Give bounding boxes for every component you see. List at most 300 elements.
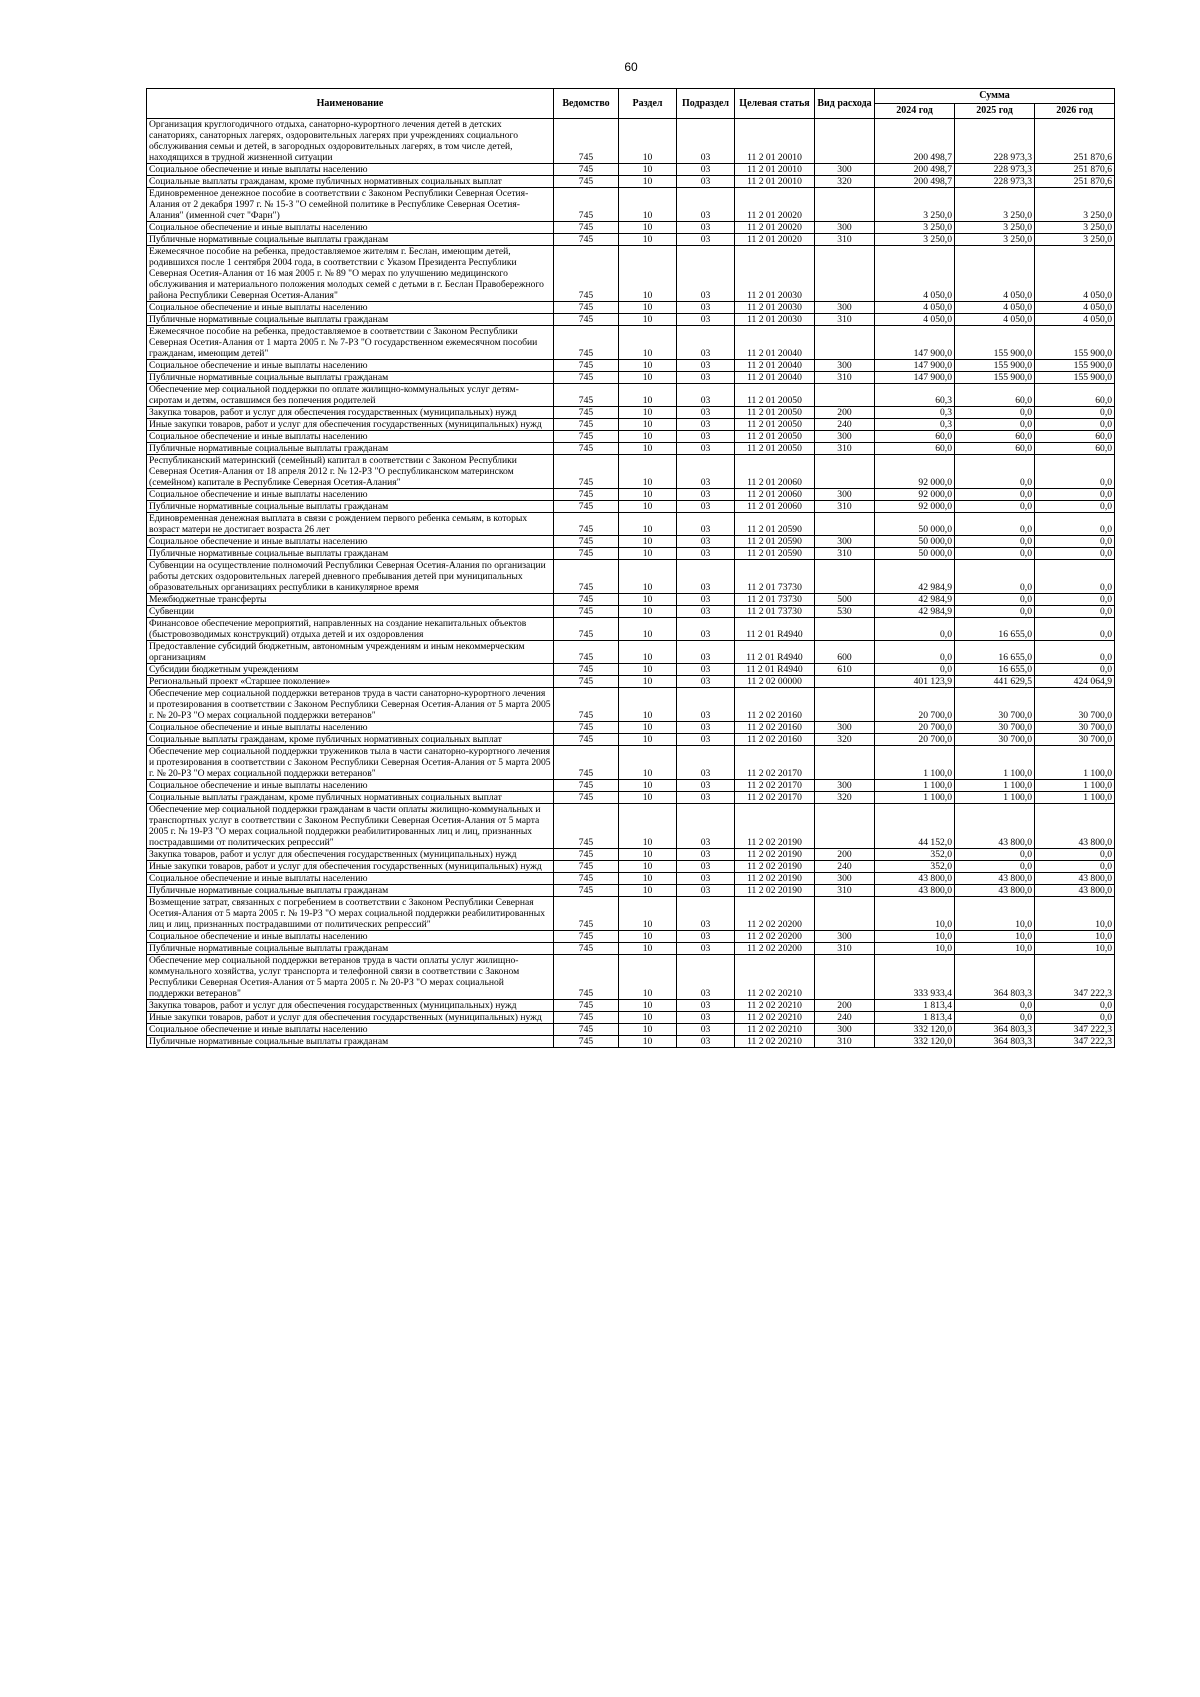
row-target: 11 2 01 20010 bbox=[735, 164, 815, 176]
row-vid: 300 bbox=[815, 302, 875, 314]
row-vid bbox=[815, 955, 875, 1000]
row-razdel: 10 bbox=[619, 431, 677, 443]
row-sum-2025: 4 050,0 bbox=[955, 302, 1035, 314]
row-sum-2026: 0,0 bbox=[1035, 407, 1115, 419]
row-vedomstvo: 745 bbox=[554, 734, 619, 746]
row-sum-2025: 1 100,0 bbox=[955, 792, 1035, 804]
row-podrazdel: 03 bbox=[677, 688, 735, 722]
row-name: Социальные выплаты гражданам, кроме публичных нормативных социальных выплат bbox=[147, 792, 554, 804]
row-razdel: 10 bbox=[619, 804, 677, 849]
row-vedomstvo: 745 bbox=[554, 1000, 619, 1012]
row-vedomstvo: 745 bbox=[554, 1036, 619, 1048]
row-target: 11 2 01 20020 bbox=[735, 188, 815, 222]
row-razdel: 10 bbox=[619, 931, 677, 943]
table-row bbox=[147, 164, 1115, 176]
row-name: Региональный проект «Старшее поколение» bbox=[147, 676, 554, 688]
row-podrazdel: 03 bbox=[677, 897, 735, 931]
row-sum-2024: 352,0 bbox=[875, 849, 955, 861]
row-sum-2025: 16 655,0 bbox=[955, 618, 1035, 641]
row-sum-2026: 10,0 bbox=[1035, 931, 1115, 943]
row-sum-2025: 1 100,0 bbox=[955, 746, 1035, 780]
row-name: Социальные выплаты гражданам, кроме публичных нормативных социальных выплат bbox=[147, 734, 554, 746]
row-sum-2026: 347 222,3 bbox=[1035, 955, 1115, 1000]
row-vid: 300 bbox=[815, 873, 875, 885]
row-name: Социальное обеспечение и иные выплаты населению bbox=[147, 302, 554, 314]
table-row bbox=[147, 536, 1115, 548]
row-sum-2026: 4 050,0 bbox=[1035, 302, 1115, 314]
table-row bbox=[147, 302, 1115, 314]
row-target: 11 2 02 20210 bbox=[735, 1036, 815, 1048]
row-sum-2024: 60,3 bbox=[875, 384, 955, 407]
row-vid: 300 bbox=[815, 360, 875, 372]
row-vid bbox=[815, 326, 875, 360]
row-vid: 200 bbox=[815, 849, 875, 861]
table-row bbox=[147, 780, 1115, 792]
row-target: 11 2 01 R4940 bbox=[735, 641, 815, 664]
row-sum-2025: 4 050,0 bbox=[955, 246, 1035, 302]
row-vedomstvo: 745 bbox=[554, 164, 619, 176]
row-sum-2025: 0,0 bbox=[955, 849, 1035, 861]
row-vid: 300 bbox=[815, 489, 875, 501]
header-razdel: Раздел bbox=[619, 89, 677, 119]
row-razdel: 10 bbox=[619, 618, 677, 641]
row-name: Иные закупки товаров, работ и услуг для обеспечения государственных (муниципальных) нужд bbox=[147, 1012, 554, 1024]
row-sum-2024: 10,0 bbox=[875, 943, 955, 955]
row-sum-2026: 30 700,0 bbox=[1035, 722, 1115, 734]
row-sum-2025: 0,0 bbox=[955, 407, 1035, 419]
row-razdel: 10 bbox=[619, 548, 677, 560]
row-name: Организация круглогодичного отдыха, санаторно-курортного лечения детей в детских санаториях, санаторных лагерях, оздоровительных лагерях при учреждениях социального обслуживания семьи и детей, в загородных оздоровительных лагерях, в том числе детей, находящихся в трудной жизненной ситуации bbox=[147, 119, 554, 164]
row-name: Субвенции на осуществление полномочий Республики Северная Осетия-Алания по организации работы детских оздоровительных лагерей дневного пребывания детей при муниципальных образовательных организациях республики в каникулярное время bbox=[147, 560, 554, 594]
row-podrazdel: 03 bbox=[677, 618, 735, 641]
row-vid: 200 bbox=[815, 407, 875, 419]
row-name: Публичные нормативные социальные выплаты гражданам bbox=[147, 314, 554, 326]
row-sum-2024: 50 000,0 bbox=[875, 548, 955, 560]
row-vedomstvo: 745 bbox=[554, 885, 619, 897]
row-sum-2026: 60,0 bbox=[1035, 443, 1115, 455]
row-target: 11 2 01 R4940 bbox=[735, 618, 815, 641]
row-vedomstvo: 745 bbox=[554, 119, 619, 164]
row-target: 11 2 02 20160 bbox=[735, 722, 815, 734]
row-target: 11 2 02 00000 bbox=[735, 676, 815, 688]
row-sum-2026: 3 250,0 bbox=[1035, 188, 1115, 222]
row-name: Обеспечение мер социальной поддержки по оплате жилищно-коммунальных услуг детям-сиротам и детям, оставшимся без попечения родителей bbox=[147, 384, 554, 407]
row-podrazdel: 03 bbox=[677, 722, 735, 734]
row-sum-2025: 364 803,3 bbox=[955, 955, 1035, 1000]
table-row bbox=[147, 548, 1115, 560]
row-vid: 300 bbox=[815, 536, 875, 548]
row-razdel: 10 bbox=[619, 455, 677, 489]
row-name: Субсидии бюджетным учреждениям bbox=[147, 664, 554, 676]
row-name: Публичные нормативные социальные выплаты гражданам bbox=[147, 501, 554, 513]
table-body bbox=[147, 119, 1115, 1048]
row-podrazdel: 03 bbox=[677, 188, 735, 222]
row-vedomstvo: 745 bbox=[554, 676, 619, 688]
row-sum-2024: 1 813,4 bbox=[875, 1000, 955, 1012]
table-row bbox=[147, 618, 1115, 641]
row-name: Единовременное денежное пособие в соответствии с Законом Республики Северная Осетия-Алания от 2 декабря 1997 г. № 15-З "О семейной политике в Республике Северная Осетия-Алания" (именной счет "Фарн") bbox=[147, 188, 554, 222]
row-podrazdel: 03 bbox=[677, 1024, 735, 1036]
table-row bbox=[147, 676, 1115, 688]
row-sum-2024: 42 984,9 bbox=[875, 594, 955, 606]
row-sum-2026: 251 870,6 bbox=[1035, 176, 1115, 188]
row-target: 11 2 01 20030 bbox=[735, 302, 815, 314]
table-row bbox=[147, 688, 1115, 722]
row-razdel: 10 bbox=[619, 885, 677, 897]
row-sum-2024: 401 123,9 bbox=[875, 676, 955, 688]
row-sum-2024: 0,3 bbox=[875, 407, 955, 419]
row-podrazdel: 03 bbox=[677, 326, 735, 360]
row-podrazdel: 03 bbox=[677, 560, 735, 594]
header-vedomstvo: Ведомство bbox=[554, 89, 619, 119]
row-razdel: 10 bbox=[619, 188, 677, 222]
table-header bbox=[147, 89, 1115, 119]
row-podrazdel: 03 bbox=[677, 372, 735, 384]
row-vid: 310 bbox=[815, 501, 875, 513]
row-vedomstvo: 745 bbox=[554, 792, 619, 804]
table-row bbox=[147, 443, 1115, 455]
row-vedomstvo: 745 bbox=[554, 849, 619, 861]
row-name: Обеспечение мер социальной поддержки ветеранов труда в части санаторно-курортного лечения и протезирования в соответствии с Законом Республики Северная Осетия-Алания от 5 марта 2005 г. № 20-РЗ "О мерах социальной поддержки ветеранов" bbox=[147, 688, 554, 722]
row-sum-2026: 0,0 bbox=[1035, 560, 1115, 594]
row-razdel: 10 bbox=[619, 560, 677, 594]
row-sum-2025: 60,0 bbox=[955, 443, 1035, 455]
row-sum-2026: 43 800,0 bbox=[1035, 885, 1115, 897]
row-sum-2026: 0,0 bbox=[1035, 1012, 1115, 1024]
row-vedomstvo: 745 bbox=[554, 407, 619, 419]
row-name: Социальное обеспечение и иные выплаты населению bbox=[147, 1024, 554, 1036]
row-target: 11 2 01 20590 bbox=[735, 513, 815, 536]
row-vid bbox=[815, 560, 875, 594]
row-name: Публичные нормативные социальные выплаты гражданам bbox=[147, 885, 554, 897]
row-vedomstvo: 745 bbox=[554, 302, 619, 314]
row-target: 11 2 01 20010 bbox=[735, 176, 815, 188]
row-razdel: 10 bbox=[619, 513, 677, 536]
row-sum-2025: 0,0 bbox=[955, 560, 1035, 594]
row-sum-2026: 30 700,0 bbox=[1035, 734, 1115, 746]
row-vid: 600 bbox=[815, 641, 875, 664]
row-vid: 300 bbox=[815, 164, 875, 176]
row-vid bbox=[815, 188, 875, 222]
row-sum-2026: 155 900,0 bbox=[1035, 326, 1115, 360]
row-name: Иные закупки товаров, работ и услуг для обеспечения государственных (муниципальных) нужд bbox=[147, 861, 554, 873]
row-name: Публичные нормативные социальные выплаты гражданам bbox=[147, 1036, 554, 1048]
row-target: 11 2 02 20210 bbox=[735, 955, 815, 1000]
table-row bbox=[147, 1012, 1115, 1024]
row-podrazdel: 03 bbox=[677, 943, 735, 955]
table-row bbox=[147, 1024, 1115, 1036]
row-razdel: 10 bbox=[619, 780, 677, 792]
row-sum-2026: 0,0 bbox=[1035, 861, 1115, 873]
row-vedomstvo: 745 bbox=[554, 931, 619, 943]
row-razdel: 10 bbox=[619, 1000, 677, 1012]
row-name: Ежемесячное пособие на ребенка, предоставляемое жителям г. Беслан, имеющим детей, родившихся после 1 сентября 2004 года, в соответствии с Указом Президента Республики Северная Осетия-Алания от 16 мая 2005 г. № 89 "О мерах по улучшению медицинского обслуживания и материального положения молодых семей с детьми в г. Беслан Правобережного района Республики Северная Осетия-Алания" bbox=[147, 246, 554, 302]
row-sum-2024: 1 100,0 bbox=[875, 746, 955, 780]
row-sum-2024: 60,0 bbox=[875, 443, 955, 455]
row-target: 11 2 01 20050 bbox=[735, 443, 815, 455]
row-target: 11 2 02 20190 bbox=[735, 873, 815, 885]
row-vedomstvo: 745 bbox=[554, 384, 619, 407]
row-sum-2026: 4 050,0 bbox=[1035, 246, 1115, 302]
row-podrazdel: 03 bbox=[677, 314, 735, 326]
row-sum-2024: 0,0 bbox=[875, 664, 955, 676]
table-row bbox=[147, 501, 1115, 513]
row-sum-2025: 0,0 bbox=[955, 536, 1035, 548]
row-vid: 610 bbox=[815, 664, 875, 676]
row-target: 11 2 01 20040 bbox=[735, 372, 815, 384]
row-target: 11 2 01 20590 bbox=[735, 548, 815, 560]
row-target: 11 2 01 20010 bbox=[735, 119, 815, 164]
row-sum-2024: 42 984,9 bbox=[875, 560, 955, 594]
row-name: Финансовое обеспечение мероприятий, направленных на создание некапитальных объектов (быстровозводимых конструкций) отдыха детей и их оздоровления bbox=[147, 618, 554, 641]
row-name: Обеспечение мер социальной поддержки ветеранов труда в части оплаты услуг жилищно-коммунального хозяйства, услуг транспорта и телефонной связи в соответствии с Законом Республики Северная Осетия-Алания от 5 марта 2005 г. № 20-РЗ "О мерах социальной поддержки ветеранов" bbox=[147, 955, 554, 1000]
row-podrazdel: 03 bbox=[677, 119, 735, 164]
row-podrazdel: 03 bbox=[677, 804, 735, 849]
row-vid: 240 bbox=[815, 419, 875, 431]
row-razdel: 10 bbox=[619, 119, 677, 164]
row-razdel: 10 bbox=[619, 314, 677, 326]
row-name: Социальное обеспечение и иные выплаты населению bbox=[147, 360, 554, 372]
row-razdel: 10 bbox=[619, 360, 677, 372]
row-target: 11 2 01 20590 bbox=[735, 536, 815, 548]
row-name: Публичные нормативные социальные выплаты гражданам bbox=[147, 443, 554, 455]
row-vid bbox=[815, 513, 875, 536]
row-razdel: 10 bbox=[619, 222, 677, 234]
row-sum-2025: 0,0 bbox=[955, 455, 1035, 489]
row-name: Республиканский материнский (семейный) капитал в соответствии с Законом Республики Северная Осетия-Алания от 18 апреля 2012 г. № 12-РЗ "О республиканском материнском (семейном) капитале в Республике Северная Осетия-Алания" bbox=[147, 455, 554, 489]
row-sum-2025: 1 100,0 bbox=[955, 780, 1035, 792]
row-sum-2026: 3 250,0 bbox=[1035, 234, 1115, 246]
row-sum-2024: 352,0 bbox=[875, 861, 955, 873]
row-sum-2026: 424 064,9 bbox=[1035, 676, 1115, 688]
row-name: Закупка товаров, работ и услуг для обеспечения государственных (муниципальных) нужд bbox=[147, 1000, 554, 1012]
row-podrazdel: 03 bbox=[677, 513, 735, 536]
row-vedomstvo: 745 bbox=[554, 618, 619, 641]
row-target: 11 2 02 20190 bbox=[735, 849, 815, 861]
row-sum-2026: 0,0 bbox=[1035, 536, 1115, 548]
row-razdel: 10 bbox=[619, 246, 677, 302]
row-vid: 310 bbox=[815, 943, 875, 955]
row-target: 11 2 02 20200 bbox=[735, 897, 815, 931]
table-row bbox=[147, 897, 1115, 931]
row-sum-2025: 43 800,0 bbox=[955, 873, 1035, 885]
row-sum-2025: 0,0 bbox=[955, 548, 1035, 560]
row-target: 11 2 01 20020 bbox=[735, 234, 815, 246]
row-sum-2024: 3 250,0 bbox=[875, 188, 955, 222]
row-sum-2025: 10,0 bbox=[955, 897, 1035, 931]
row-vedomstvo: 745 bbox=[554, 746, 619, 780]
row-name: Публичные нормативные социальные выплаты гражданам bbox=[147, 943, 554, 955]
row-name: Субвенции bbox=[147, 606, 554, 618]
row-sum-2026: 0,0 bbox=[1035, 513, 1115, 536]
row-sum-2026: 347 222,3 bbox=[1035, 1036, 1115, 1048]
row-vedomstvo: 745 bbox=[554, 943, 619, 955]
row-sum-2024: 200 498,7 bbox=[875, 176, 955, 188]
row-vid: 500 bbox=[815, 594, 875, 606]
row-razdel: 10 bbox=[619, 1012, 677, 1024]
row-sum-2024: 3 250,0 bbox=[875, 222, 955, 234]
row-razdel: 10 bbox=[619, 792, 677, 804]
row-podrazdel: 03 bbox=[677, 431, 735, 443]
row-sum-2024: 332 120,0 bbox=[875, 1036, 955, 1048]
row-target: 11 2 02 20210 bbox=[735, 1012, 815, 1024]
table-row bbox=[147, 943, 1115, 955]
row-vid: 320 bbox=[815, 792, 875, 804]
row-vedomstvo: 745 bbox=[554, 722, 619, 734]
row-sum-2024: 147 900,0 bbox=[875, 360, 955, 372]
row-vedomstvo: 745 bbox=[554, 594, 619, 606]
row-vedomstvo: 745 bbox=[554, 1012, 619, 1024]
row-sum-2025: 60,0 bbox=[955, 384, 1035, 407]
row-vedomstvo: 745 bbox=[554, 560, 619, 594]
row-sum-2024: 50 000,0 bbox=[875, 513, 955, 536]
budget-table bbox=[146, 88, 1115, 1048]
row-vid bbox=[815, 618, 875, 641]
row-podrazdel: 03 bbox=[677, 407, 735, 419]
row-vid: 310 bbox=[815, 372, 875, 384]
row-sum-2025: 0,0 bbox=[955, 594, 1035, 606]
row-sum-2024: 92 000,0 bbox=[875, 455, 955, 489]
table-row bbox=[147, 849, 1115, 861]
row-vid bbox=[815, 676, 875, 688]
row-podrazdel: 03 bbox=[677, 792, 735, 804]
row-name: Публичные нормативные социальные выплаты гражданам bbox=[147, 548, 554, 560]
row-sum-2026: 10,0 bbox=[1035, 897, 1115, 931]
row-podrazdel: 03 bbox=[677, 734, 735, 746]
row-sum-2025: 441 629,5 bbox=[955, 676, 1035, 688]
row-vedomstvo: 745 bbox=[554, 176, 619, 188]
row-sum-2024: 10,0 bbox=[875, 931, 955, 943]
row-vid: 300 bbox=[815, 222, 875, 234]
row-target: 11 2 02 20160 bbox=[735, 734, 815, 746]
table-row bbox=[147, 234, 1115, 246]
row-podrazdel: 03 bbox=[677, 234, 735, 246]
row-podrazdel: 03 bbox=[677, 873, 735, 885]
row-vedomstvo: 745 bbox=[554, 234, 619, 246]
row-vedomstvo: 745 bbox=[554, 419, 619, 431]
row-razdel: 10 bbox=[619, 734, 677, 746]
row-razdel: 10 bbox=[619, 606, 677, 618]
table-row bbox=[147, 513, 1115, 536]
row-vid: 310 bbox=[815, 443, 875, 455]
row-vedomstvo: 745 bbox=[554, 222, 619, 234]
row-sum-2024: 1 100,0 bbox=[875, 780, 955, 792]
row-vedomstvo: 745 bbox=[554, 455, 619, 489]
row-sum-2024: 1 100,0 bbox=[875, 792, 955, 804]
row-name: Публичные нормативные социальные выплаты гражданам bbox=[147, 372, 554, 384]
row-sum-2024: 4 050,0 bbox=[875, 314, 955, 326]
row-target: 11 2 01 20040 bbox=[735, 360, 815, 372]
table-row bbox=[147, 1036, 1115, 1048]
table-row bbox=[147, 746, 1115, 780]
row-sum-2025: 228 973,3 bbox=[955, 176, 1035, 188]
row-sum-2025: 155 900,0 bbox=[955, 326, 1035, 360]
row-vid: 300 bbox=[815, 722, 875, 734]
table-row bbox=[147, 722, 1115, 734]
row-target: 11 2 02 20170 bbox=[735, 780, 815, 792]
row-sum-2024: 10,0 bbox=[875, 897, 955, 931]
row-sum-2025: 16 655,0 bbox=[955, 664, 1035, 676]
row-razdel: 10 bbox=[619, 943, 677, 955]
row-podrazdel: 03 bbox=[677, 780, 735, 792]
row-vid: 240 bbox=[815, 1012, 875, 1024]
row-sum-2024: 50 000,0 bbox=[875, 536, 955, 548]
row-vedomstvo: 745 bbox=[554, 431, 619, 443]
row-razdel: 10 bbox=[619, 873, 677, 885]
header-target: Целевая статья bbox=[735, 89, 815, 119]
row-sum-2026: 0,0 bbox=[1035, 641, 1115, 664]
row-sum-2026: 60,0 bbox=[1035, 431, 1115, 443]
row-vedomstvo: 745 bbox=[554, 536, 619, 548]
row-target: 11 2 01 20030 bbox=[735, 246, 815, 302]
row-sum-2025: 3 250,0 bbox=[955, 234, 1035, 246]
row-sum-2026: 0,0 bbox=[1035, 548, 1115, 560]
row-podrazdel: 03 bbox=[677, 676, 735, 688]
row-podrazdel: 03 bbox=[677, 419, 735, 431]
row-podrazdel: 03 bbox=[677, 955, 735, 1000]
row-podrazdel: 03 bbox=[677, 849, 735, 861]
row-razdel: 10 bbox=[619, 664, 677, 676]
table-row bbox=[147, 431, 1115, 443]
row-podrazdel: 03 bbox=[677, 746, 735, 780]
row-sum-2025: 4 050,0 bbox=[955, 314, 1035, 326]
row-sum-2026: 155 900,0 bbox=[1035, 372, 1115, 384]
row-podrazdel: 03 bbox=[677, 360, 735, 372]
row-vid: 310 bbox=[815, 885, 875, 897]
row-name: Межбюджетные трансферты bbox=[147, 594, 554, 606]
row-sum-2024: 20 700,0 bbox=[875, 734, 955, 746]
row-vid: 240 bbox=[815, 861, 875, 873]
row-razdel: 10 bbox=[619, 419, 677, 431]
row-sum-2024: 332 120,0 bbox=[875, 1024, 955, 1036]
row-target: 11 2 02 20210 bbox=[735, 1024, 815, 1036]
table-row bbox=[147, 560, 1115, 594]
row-sum-2024: 4 050,0 bbox=[875, 302, 955, 314]
row-sum-2026: 1 100,0 bbox=[1035, 792, 1115, 804]
row-sum-2025: 60,0 bbox=[955, 431, 1035, 443]
row-name: Закупка товаров, работ и услуг для обеспечения государственных (муниципальных) нужд bbox=[147, 407, 554, 419]
row-name: Ежемесячное пособие на ребенка, предоставляемое в соответствии с Законом Республики Северная Осетия-Алания от 1 марта 2005 г. № 7-РЗ "О государственном ежемесячном пособии гражданам, имеющим детей" bbox=[147, 326, 554, 360]
row-vedomstvo: 745 bbox=[554, 246, 619, 302]
row-vedomstvo: 745 bbox=[554, 443, 619, 455]
row-vid: 310 bbox=[815, 314, 875, 326]
row-podrazdel: 03 bbox=[677, 641, 735, 664]
row-razdel: 10 bbox=[619, 501, 677, 513]
row-name: Возмещение затрат, связанных с погребением в соответствии с Законом Республики Северная Осетия-Алания от 5 марта 2005 г. № 19-РЗ "О мерах социальной поддержки реабилитированных лиц и лиц, признанных пострадавшими от политических репрессий" bbox=[147, 897, 554, 931]
row-vedomstvo: 745 bbox=[554, 1024, 619, 1036]
row-name: Социальное обеспечение и иные выплаты населению bbox=[147, 489, 554, 501]
row-podrazdel: 03 bbox=[677, 548, 735, 560]
row-sum-2026: 3 250,0 bbox=[1035, 222, 1115, 234]
row-name: Единовременная денежная выплата в связи с рождением первого ребенка семьям, в которых возраст матери не достигает возраста 26 лет bbox=[147, 513, 554, 536]
row-sum-2026: 251 870,6 bbox=[1035, 164, 1115, 176]
row-sum-2025: 10,0 bbox=[955, 931, 1035, 943]
row-target: 11 2 02 20200 bbox=[735, 931, 815, 943]
row-sum-2025: 3 250,0 bbox=[955, 188, 1035, 222]
row-sum-2026: 0,0 bbox=[1035, 618, 1115, 641]
row-sum-2025: 30 700,0 bbox=[955, 722, 1035, 734]
row-vid: 310 bbox=[815, 1036, 875, 1048]
row-sum-2024: 60,0 bbox=[875, 431, 955, 443]
header-2026: 2026 год bbox=[1035, 104, 1115, 119]
row-name: Публичные нормативные социальные выплаты гражданам bbox=[147, 234, 554, 246]
row-vedomstvo: 745 bbox=[554, 548, 619, 560]
row-vid: 530 bbox=[815, 606, 875, 618]
row-sum-2024: 20 700,0 bbox=[875, 722, 955, 734]
row-razdel: 10 bbox=[619, 372, 677, 384]
row-sum-2025: 0,0 bbox=[955, 419, 1035, 431]
row-razdel: 10 bbox=[619, 849, 677, 861]
